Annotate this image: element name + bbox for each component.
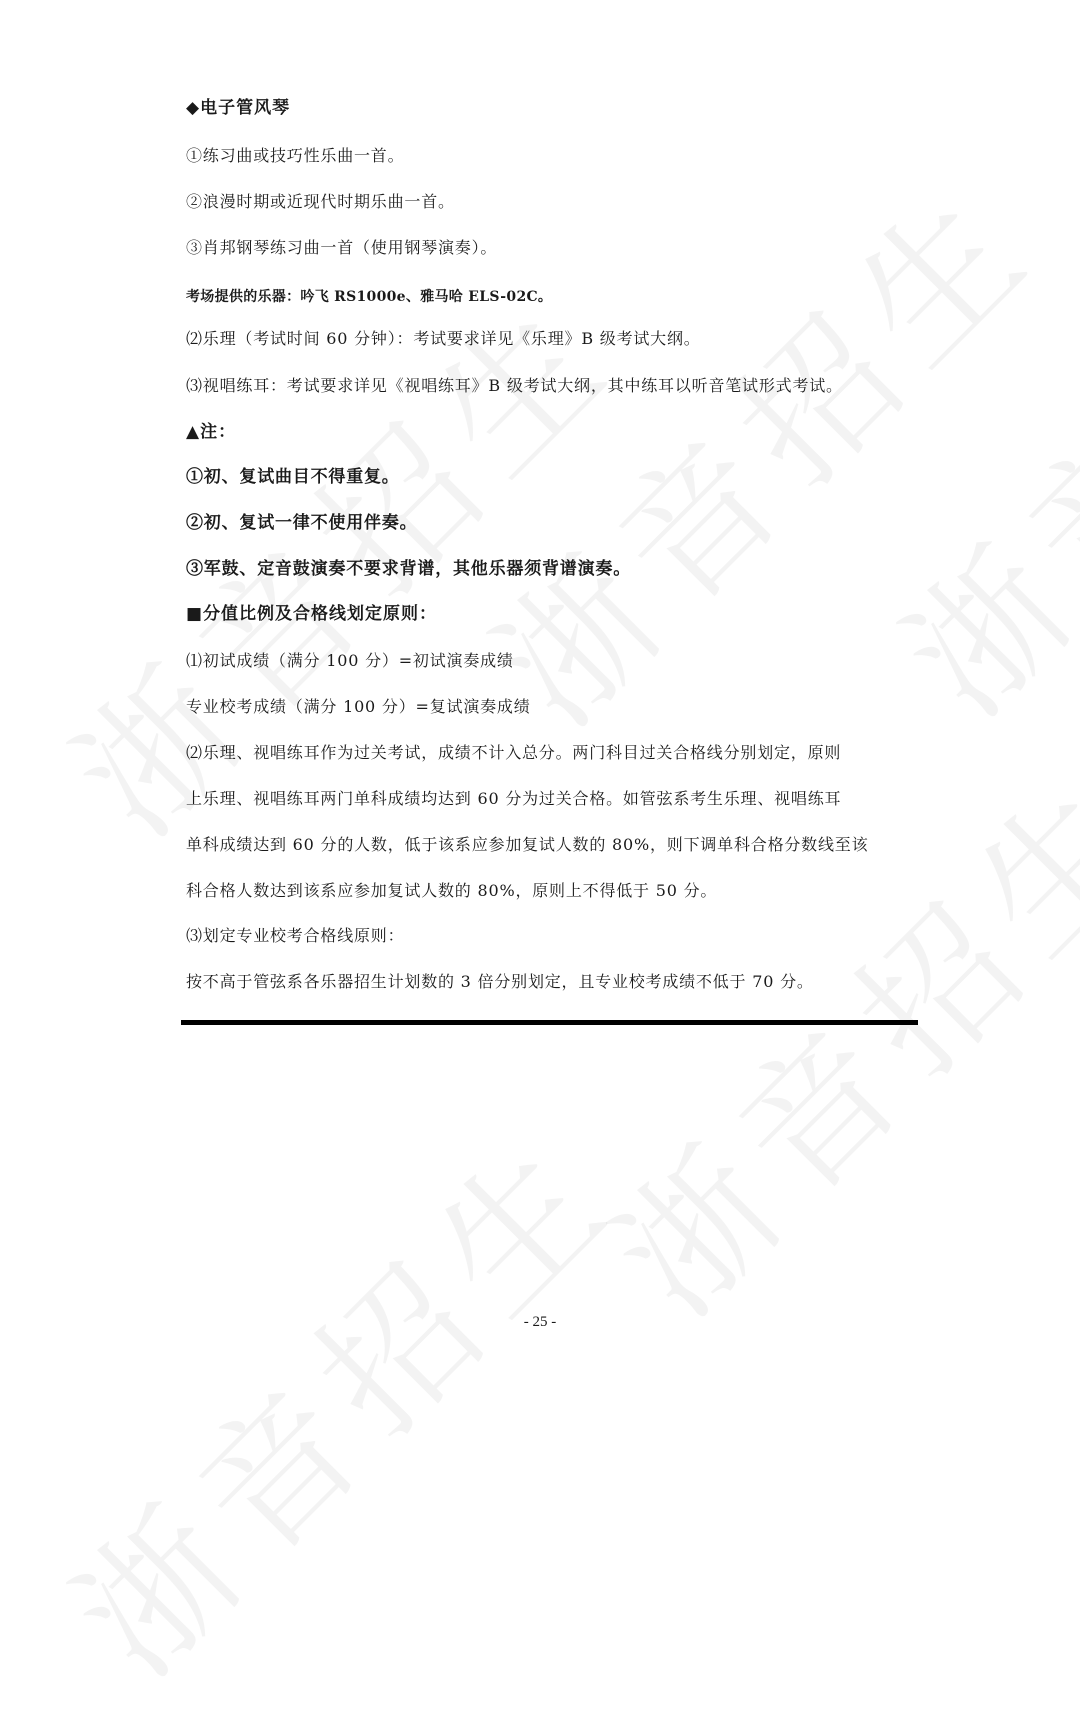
theory-exam: ⑵乐理（考试时间 60 分钟）：考试要求详见《乐理》B 级考试大纲。	[186, 329, 701, 348]
score-rule-2c: 单科成绩达到 60 分的人数，低于该系应参加复试人数的 80%，则下调单科合格分数线至该	[186, 835, 869, 854]
score-rule-3: ⑶划定专业校考合格线原则：	[186, 926, 405, 945]
score-heading: ■分值比例及合格线划定原则：	[186, 604, 438, 624]
watermark-text	[20, 1079, 654, 1713]
organ-item-1: ①练习曲或技巧性乐曲一首。	[186, 146, 405, 165]
solfege-exam: ⑶视唱练耳：考试要求详见《视唱练耳》B 级考试大纲，其中练耳以听音笔试形式考试。	[186, 376, 843, 395]
page-number: - 25 -	[523, 1314, 557, 1330]
note-heading: ▲注：	[186, 422, 237, 442]
score-rule-2d: 科合格人数达到该系应参加复试人数的 80%，原则上不得低于 50 分。	[186, 881, 718, 900]
watermark-text	[850, 119, 1080, 753]
horizontal-rule	[181, 1020, 918, 1025]
note-1: ①初、复试曲目不得重复。	[186, 467, 400, 487]
watermark-text	[440, 129, 1074, 763]
score-rule-2b: 上乐理、视唱练耳两门单科成绩均达到 60 分为过关合格。如管弦系考生乐理、视唱练耳	[186, 789, 842, 808]
note-3: ③军鼓、定音鼓演奏不要求背谱，其他乐器须背谱演奏。	[186, 559, 631, 579]
score-rule-2a: ⑵乐理、视唱练耳作为过关考试，成绩不计入总分。两门科目过关合格线分别划定，原则	[186, 743, 842, 762]
score-rule-3a: 按不高于管弦系各乐器招生计划数的 3 倍分别划定，且专业校考成绩不低于 70 分。	[186, 972, 814, 991]
organ-item-3: ③肖邦钢琴练习曲一首（使用钢琴演奏）。	[186, 238, 498, 257]
provided-instruments: 考场提供的乐器：吟飞 RS1000e、雅马哈 ELS-02C。	[186, 289, 553, 305]
organ-item-2: ②浪漫时期或近现代时期乐曲一首。	[186, 192, 455, 211]
section-heading-electronic-organ: ◆电子管风琴	[186, 98, 291, 118]
score-rule-1b: 专业校考成绩（满分 100 分）=复试演奏成绩	[186, 697, 531, 716]
watermark-text	[560, 719, 1080, 1353]
note-2: ②初、复试一律不使用伴奏。	[186, 513, 418, 533]
score-rule-1: ⑴初试成绩（满分 100 分）=初试演奏成绩	[186, 651, 514, 670]
